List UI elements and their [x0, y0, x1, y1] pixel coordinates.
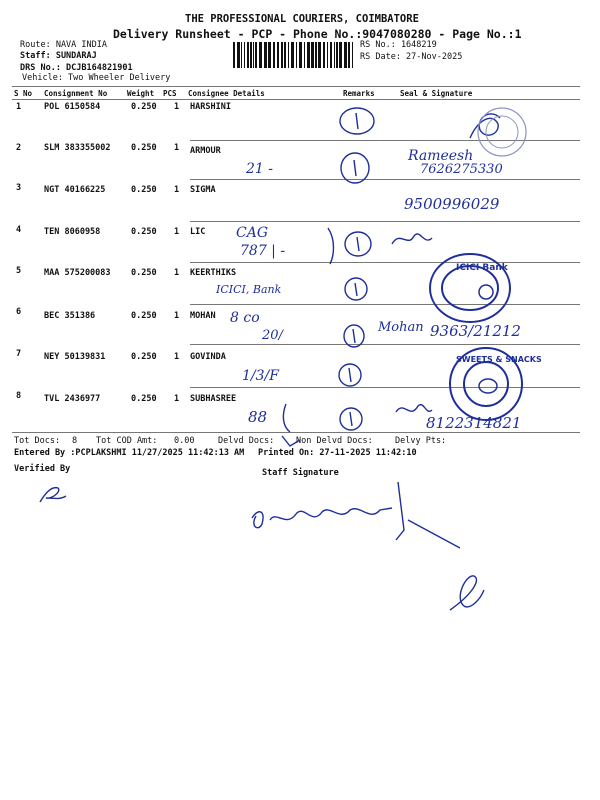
- handwritten-note: 787 | -: [240, 243, 286, 259]
- row-weight: 0.250: [131, 268, 157, 278]
- handwritten-phone: 8122314821: [426, 414, 522, 432]
- row-sno: 6: [16, 307, 22, 317]
- remark-mark: [353, 329, 355, 343]
- row-consignee: SIGMA: [190, 185, 216, 195]
- signature-scribble: [392, 234, 432, 244]
- row-consignment: TEN 8060958: [44, 227, 101, 237]
- handwritten-phone: 9363/21212: [430, 322, 521, 340]
- row-pcs: 1: [174, 185, 180, 195]
- row-pcs: 1: [174, 394, 180, 404]
- remark-mark: [350, 412, 352, 426]
- row-consignee: SUBHASREE: [190, 394, 237, 404]
- staff-label: Staff: SUNDARAJ: [20, 51, 97, 61]
- row-consignment: SLM 383355002: [44, 143, 111, 153]
- row-consignment: MAA 575200083: [44, 268, 111, 278]
- row-weight: 0.250: [131, 227, 157, 237]
- bank-seal-stamp: [426, 250, 514, 326]
- rs-number: RS No.: 1648219: [360, 40, 437, 50]
- col-consignment: Consignment No: [44, 89, 108, 98]
- row-pcs: 1: [174, 102, 180, 112]
- row-pcs: 1: [174, 268, 180, 278]
- handwritten-note: 21 -: [246, 161, 273, 177]
- col-sno: S No: [14, 89, 33, 98]
- verified-by-label: Verified By: [14, 464, 71, 474]
- runsheet-title: Delivery Runsheet - PCP - Phone No.:9047080280 - Page No.:1: [113, 27, 522, 41]
- tot-cod-value: 0.00: [174, 436, 195, 446]
- row-consignment: NEY 50139831: [44, 352, 106, 362]
- verified-initial: [40, 488, 66, 502]
- col-pcs: PCS: [163, 89, 177, 98]
- drs-label: DRS No.: DCJB164821901: [20, 63, 133, 73]
- remark-mark: [355, 283, 357, 296]
- handwritten-signature: Rameesh: [408, 148, 474, 164]
- row-sno: 4: [16, 225, 22, 235]
- shop-seal-stamp: [446, 344, 542, 424]
- vehicle-label: Vehicle: Two Wheeler Delivery: [22, 73, 171, 83]
- tot-docs-label: Tot Docs:: [14, 436, 61, 446]
- staff-signature-label: Staff Signature: [262, 468, 339, 478]
- row-sno: 1: [16, 102, 22, 112]
- row-weight: 0.250: [131, 394, 157, 404]
- row-consignee: ARMOUR: [190, 146, 221, 156]
- handwritten-phone: 7626275330: [420, 162, 503, 177]
- col-remarks: Remarks: [343, 89, 375, 98]
- row-pcs: 1: [174, 143, 180, 153]
- handwritten-note: 8 co: [230, 310, 260, 326]
- row-consignment: POL 6150584: [44, 102, 101, 112]
- row-consignee: LIC: [190, 227, 206, 237]
- row-pcs: 1: [174, 352, 180, 362]
- handwritten-note: CAG: [236, 225, 269, 241]
- row-consignee: MOHAN: [190, 311, 216, 321]
- row-consignment: TVL 2436977: [44, 394, 101, 404]
- row-pcs: 1: [174, 227, 180, 237]
- row-weight: 0.250: [131, 185, 157, 195]
- tot-cod-label: Tot COD Amt:: [96, 436, 158, 446]
- row-consignee: KEERTHIKS: [190, 268, 237, 278]
- row-weight: 0.250: [131, 102, 157, 112]
- handwritten-note: 1/3/F: [242, 368, 279, 384]
- check-mark: [282, 436, 300, 446]
- handwritten-note: 20/: [262, 328, 283, 343]
- seal-stamp: [474, 104, 534, 160]
- entered-by: Entered By :PCPLAKSHMI 11/27/2025 11:42:13 AM: [14, 448, 245, 458]
- remark-mark: [356, 113, 358, 129]
- company-title: THE PROFESSIONAL COURIERS, COIMBATORE: [185, 13, 419, 25]
- row-weight: 0.250: [131, 311, 157, 321]
- col-consignee: Consignee Details: [188, 89, 265, 98]
- row-sno: 8: [16, 391, 22, 401]
- signature-scribble: [396, 405, 432, 412]
- col-seal-signature: Seal & Signature: [400, 89, 473, 98]
- row-consignment: NGT 40166225: [44, 185, 106, 195]
- tot-docs-value: 8: [72, 436, 78, 446]
- remark-mark: [354, 160, 356, 176]
- ink-scribble: [450, 576, 484, 610]
- handwritten-signature: Mohan: [378, 320, 424, 335]
- row-sno: 3: [16, 183, 22, 193]
- non-delvd-docs-label: Non Delvd Docs:: [296, 436, 373, 446]
- bracket-mark: [328, 228, 334, 264]
- row-sno: 7: [16, 349, 22, 359]
- handwritten-note: ICICI, Bank: [216, 283, 282, 296]
- delvd-docs-label: Delvd Docs:: [218, 436, 275, 446]
- printed-on: Printed On: 27-11-2025 11:42:10: [258, 448, 417, 458]
- row-sno: 5: [16, 266, 22, 276]
- route-label: Route: NAVA INDIA: [20, 40, 107, 50]
- bracket-mark: [283, 404, 290, 432]
- stamp-text: ICICI Bank: [456, 263, 508, 273]
- col-weight: Weight: [127, 89, 155, 98]
- staff-signature: [252, 482, 460, 548]
- remark-mark: [349, 368, 351, 382]
- remark-mark: [357, 237, 359, 251]
- stamp-text: SWEETS & SNACKS: [456, 355, 542, 364]
- handwritten-note: 88: [248, 408, 268, 426]
- row-consignment: BEC 351386: [44, 311, 96, 321]
- row-pcs: 1: [174, 311, 180, 321]
- row-weight: 0.250: [131, 143, 157, 153]
- row-consignee: GOVINDA: [190, 352, 226, 362]
- row-weight: 0.250: [131, 352, 157, 362]
- rs-date: RS Date: 27-Nov-2025: [360, 52, 463, 62]
- row-sno: 2: [16, 143, 22, 153]
- handwritten-phone: 9500996029: [404, 195, 500, 213]
- delvy-pts-label: Delvy Pts:: [395, 436, 447, 446]
- row-consignee: HARSHINI: [190, 102, 231, 112]
